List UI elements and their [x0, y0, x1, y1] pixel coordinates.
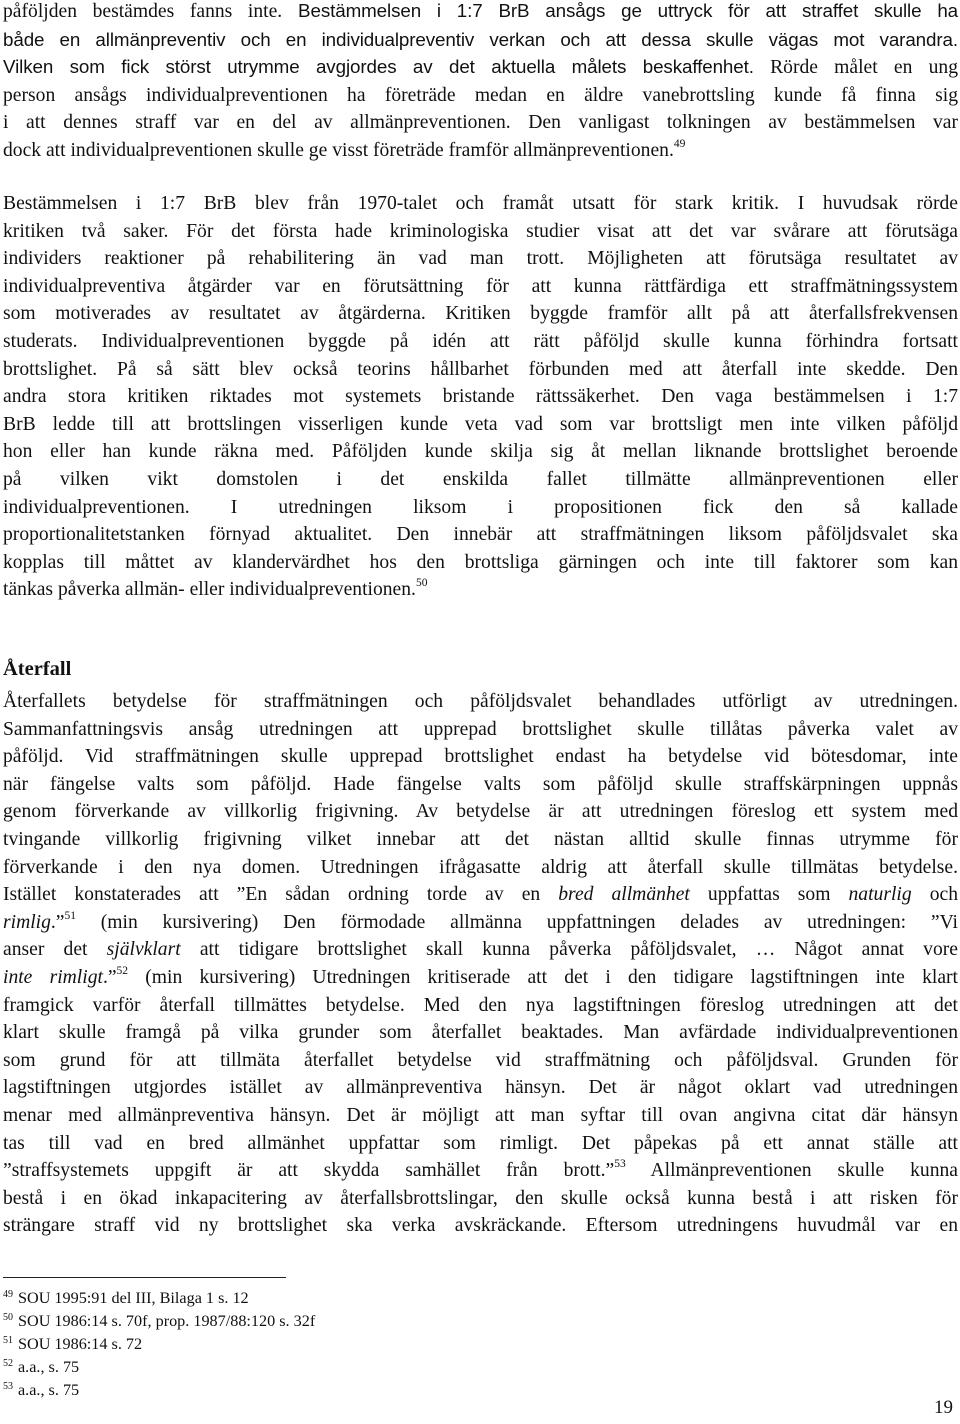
italic-text: rimlig — [3, 911, 51, 933]
footnote-ref: 51 — [64, 909, 77, 922]
italic-text: inte rimligt — [3, 966, 103, 988]
paragraph-line: framgick varför återfall tillmättes betydelse. Med den nya lagstiftningen föreslog utredningen att det — [3, 994, 958, 1016]
paragraph-line: person ansågs individualpreventionen ha företräde medan en äldre vanebrottsling kunde få finna sig — [3, 84, 958, 106]
paragraph-line: påföljden bestämdes fanns inte. Bestämmelsen i 1:7 BrB ansågs ge uttryck för att straffet skulle ha — [3, 0, 959, 22]
paragraph-line: rimlig.”$^{51}$ (min kursivering) Den förmodade allmänna uppfattningen delades av utredningen: ”Vi — [3, 909, 958, 933]
italic-text: självklart — [106, 939, 181, 961]
paragraph-line: individualpreventiva åtgärder var en förutsättning för att kunna rättfärdiga ett straffmätningssystem — [3, 275, 958, 297]
paragraph-line: andra stora kritiken riktades mot systemets bristande rättssäkerhet. Den vaga bestämmelsen i 1:7 — [3, 386, 958, 408]
paragraph-line: kopplas till måttet av klandervärdhet hos den brottsliga gärningen och inte till faktorer som kan — [3, 551, 958, 573]
paragraph-line: bestå i en ökad inkapacitering av återfallsbrottslingar, den skulle också kunna bestå i att risken för — [3, 1187, 958, 1209]
paragraph-line: tvingande villkorlig frigivning vilket innebar att det nästan alltid skulle finnas utrymme för — [3, 828, 958, 850]
footnote: $^{52}$ a.a., s. 75 — [3, 1358, 80, 1376]
paragraph-line: förverkande i den nya domen. Utredningen ifrågasatte aldrig att återfall skulle tillmätas betydelse. — [3, 856, 958, 878]
footnote-separator — [3, 1277, 286, 1278]
paragraph-line: Istället konstaterades att ”En sådan ordning torde av en bred allmänhet uppfattas som naturlig och — [3, 884, 958, 906]
paragraph-line: hon eller han kunde räkna med. Påföljden kunde skilja sig åt mellan liknande brottslighet beroende — [3, 441, 958, 463]
section-heading: Återfall — [3, 658, 72, 680]
paragraph-line: Bestämmelsen i 1:7 BrB blev från 1970-talet och framåt utsatt för stark kritik. I huvudsak rörde — [3, 193, 958, 214]
paragraph-line: inte rimligt.”$^{52}$ (min kursivering) Utredningen kritiserade att det i den tidigare lagstiftningen inte klart — [3, 964, 958, 988]
paragraph-line: individers reaktioner på rehabilitering än vad man trott. Möjligheten att förutsäga resultatet av — [3, 248, 958, 270]
footnotes — [3, 1287, 315, 1402]
footnote-ref: 50 — [415, 577, 428, 590]
paragraph-line: ”straffsystemets uppgift är att skydda samhället från brott.”$^{53}$ Allmänpreventionen skulle kunna — [3, 1158, 959, 1182]
paragraph-line: individualpreventionen. I utredningen liksom i propositionen fick den så kallade — [3, 496, 958, 518]
paragraph-line: BrB ledde till att brottslingen visserligen kunde veta vad som var brottsligt men inte vilken påföljd — [3, 413, 958, 435]
paragraph-line: Sammanfattningsvis ansåg utredningen att upprepad brottslighet skulle tillåtas påverka valet av — [3, 718, 958, 740]
paragraph-line: studerats. Individualpreventionen byggde på idén att rätt påföljd skulle kunna förhindra fortsatt — [3, 330, 958, 352]
italic-text: naturlig — [848, 884, 912, 906]
paragraph-line: klart skulle framgå på vilka grunder som återfallet beaktades. Man avfärdade individualpreventionen — [3, 1022, 958, 1044]
footnote: $^{50}$ SOU 1986:14 s. 70f, prop. 1987/88:120 s. 32f — [3, 1312, 316, 1330]
italic-text: bred allmänhet — [558, 884, 690, 906]
paragraph-line: när fängelse valts som påföljd. Hade fängelse valts som påföljd skulle straffskärpningen uppnås — [3, 773, 958, 795]
paragraph-line: som grund för att tillmäta återfallet betydelse vid straffmätning och påföljdsval. Grunden för — [3, 1049, 958, 1071]
paragraph-line: anser det självklart att tidigare brottslighet skall kunna påverka påföljdsvalet, … Något annat vore — [3, 939, 958, 961]
footnote-ref: 52 — [116, 964, 129, 977]
paragraph-line: Vilken som fick störst utrymme avgjordes av det aktuella målets beskaffenhet. Rörde målet en ung — [3, 56, 958, 79]
paragraph-line: Återfallets betydelse för straffmätningen och påföljdsvalet behandlades utförligt av utredningen. — [3, 691, 958, 712]
footnote: $^{51}$ SOU 1986:14 s. 72 — [3, 1335, 143, 1353]
paragraph-line: genom förverkande av villkorlig frigivning. Av betydelse är att utredningen föreslog ett system med — [3, 801, 958, 823]
paragraph-line: lagstiftningen utgjordes istället av allmänpreventiva hänsyn. Det är något oklart vad utredningen — [3, 1077, 958, 1099]
paragraph-line: i att dennes straff var en del av allmänpreventionen. Den vanligast tolkningen av bestämmelsen var — [3, 112, 958, 134]
paragraph-line: dock att individualpreventionen skulle ge visst företräde framför allmänpreventionen.$^{49}$ — [3, 137, 686, 161]
paragraph-line: på vilken vikt domstolen i det enskilda fallet tillmätte allmänpreventionen eller — [3, 468, 958, 490]
paragraph-line: menar med allmänpreventiva hänsyn. Det är möjligt att man syftar till ovan angivna citat där hänsyn — [3, 1104, 958, 1126]
paragraph-line: strängare straff vid ny brottslighet ska verka avskräckande. Eftersom utredningens huvudmål var en — [3, 1215, 958, 1237]
paragraph-line: tas till vad en bred allmänhet uppfattar som rimligt. Det påpekas på ett annat ställe att — [3, 1132, 958, 1154]
footnote: $^{49}$ SOU 1995:91 del III, Bilaga 1 s. 12 — [3, 1289, 249, 1307]
footnote-ref: 53 — [614, 1158, 626, 1171]
paragraph-line: påföljd. Vid straffmätningen skulle upprepad brottslighet endast ha betydelse vid bötesdomar, inte — [3, 746, 958, 768]
footnote: $^{53}$ a.a., s. 75 — [3, 1381, 80, 1399]
paragraph-line: kritiken två saker. För det första hade kriminologiska studier visat att det var svårare att förutsäga — [3, 220, 958, 242]
paragraph-2 — [0, 190, 958, 604]
page-number: 19 — [934, 1397, 953, 1418]
paragraph-line: brottslighet. På så sätt blev också teorins hållbarhet förbunden med att återfall inte skedde. Den — [3, 358, 958, 380]
paragraph-line: proportionalitetstanken förnyad aktualitet. Den innebär att straffmätningen liksom påföljdsvalet ska — [3, 524, 958, 546]
paragraph-1 — [0, 0, 958, 165]
paragraph-line: tänkas påverka allmän- eller individualpreventionen.$^{50}$ — [3, 577, 428, 601]
footnote-ref: 49 — [673, 137, 686, 150]
paragraph-line: både en allmänpreventiv och en individualpreventiv verkan och att dessa skulle vägas mot varandra. — [3, 28, 958, 50]
paragraph-3 — [0, 688, 958, 1240]
paragraph-line: som motiverades av resultatet av åtgärderna. Kritiken byggde framför allt på att återfallsfrekvensen — [3, 303, 958, 325]
